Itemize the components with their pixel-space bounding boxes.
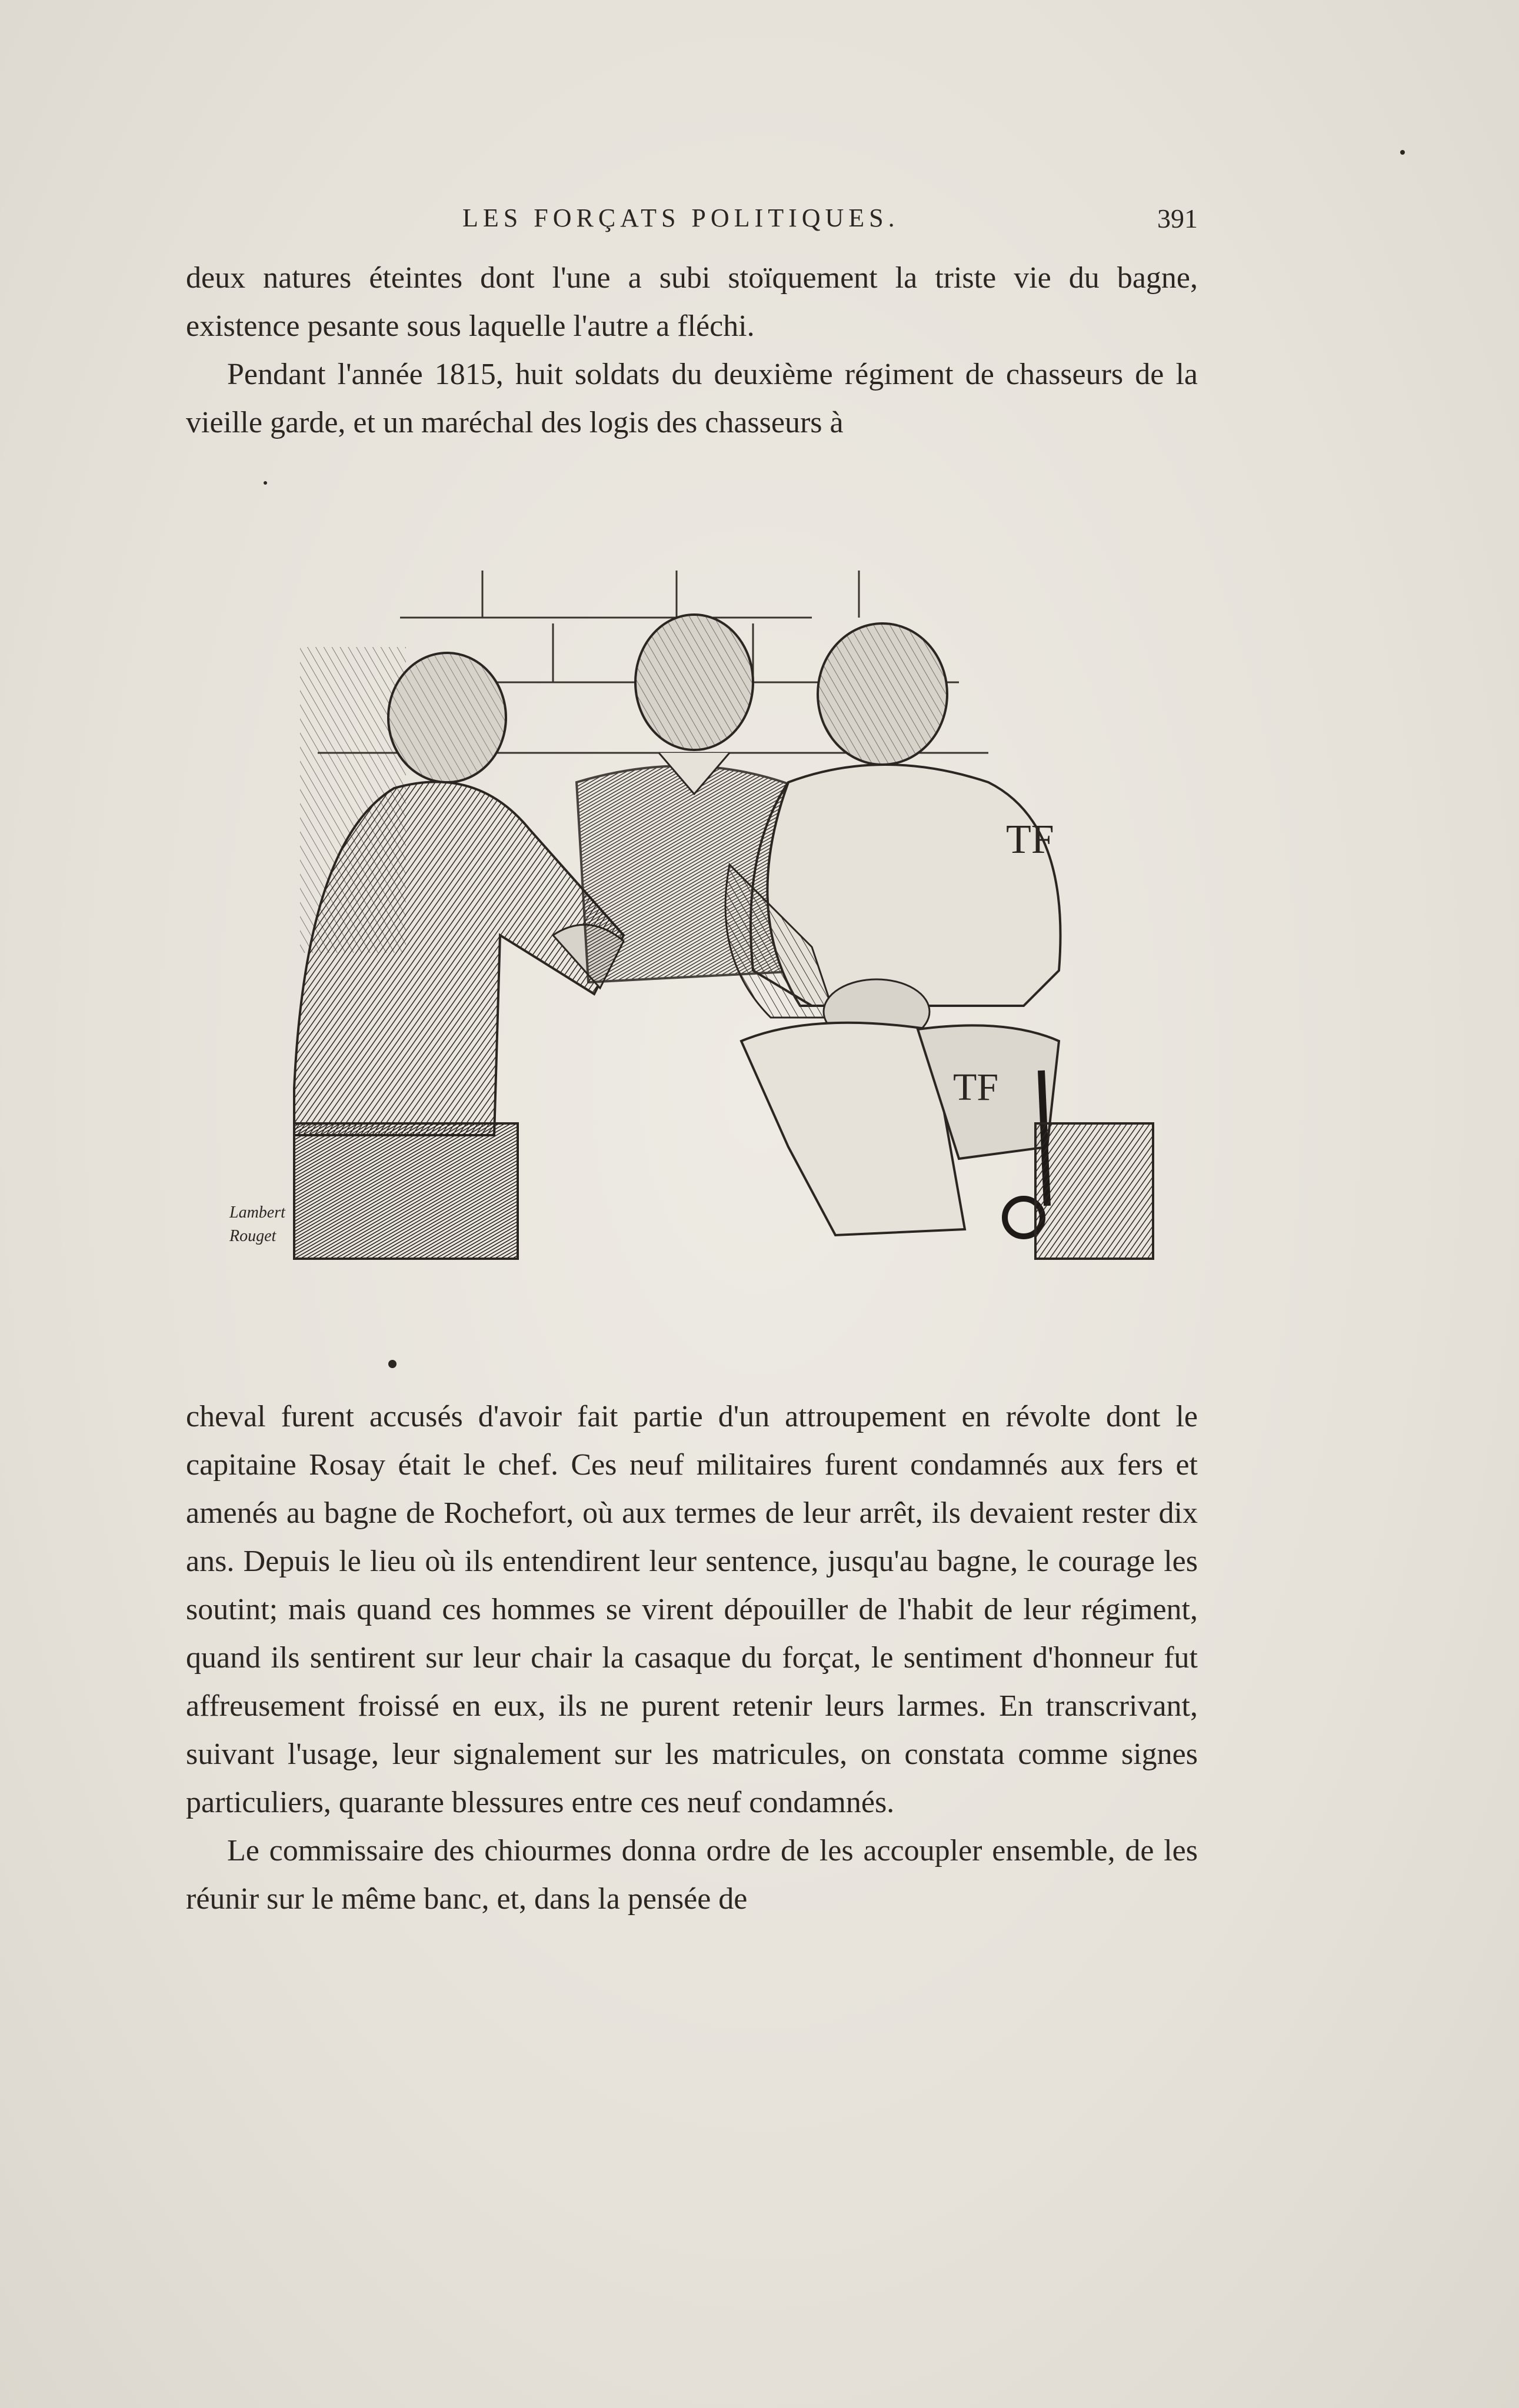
tf-marking-shoulder: TF [1006,817,1054,862]
engraving-illustration [224,559,1165,1276]
page-header [186,203,1198,244]
paragraph-cheval: cheval furent accusés d'avoir fait partie d'un attroupement en révolte dont le capitaine Rosay était le chef. Ces neuf militaires furent condamnés aux fers et amenés au bagne de Rochefort, où aux termes de leur arrêt, ils devaient rester dix ans. Depuis le lieu où ils entendirent leur sentence, jusqu'au bagne, le courage les soutint; mais quand ces hommes se virent dépouiller de l'habit de leur régiment, quand ils sentirent sur leur chair la casaque du forçat, le sentiment d'honneur fut affreusement froissé en eux, ils ne purent retenir leurs larmes. En transcrivant, suivant l'usage, leur signalement sur les matricules, on constata comme signes particuliers, quarante blessures entre ces neuf condamnés. [186,1400,1198,1819]
paragraph-commissaire: Le commissaire des chiourmes donna ordre de les accoupler ensemble, de les réunir sur le même banc, et, dans la pensée de [186,1834,1198,1916]
paragraph-pendant: Pendant l'année 1815, huit soldats du deuxième régiment de chasseurs de la vieille garde, et un maréchal des logis des chasseurs à [186,358,1198,439]
paragraph-continuation: deux natures éteintes dont l'une a subi stoïquement la triste vie du bagne, existence pesante sous laquelle l'autre a fléchi. [186,261,1198,343]
right-convict [725,623,1060,1236]
bottom-text-block [186,1393,1198,1923]
ink-speck [264,481,267,485]
ink-speck [388,1360,397,1368]
artist-signature-2: Rouget [229,1227,277,1245]
artist-signature-1: Lambert [229,1203,285,1222]
ink-speck [1400,150,1405,155]
page-number: 391 [1157,204,1198,234]
running-title: LES FORÇATS POLITIQUES. [462,204,900,232]
engraving-three-convicts [224,559,1165,1276]
top-text-block [186,254,1198,447]
tf-marking-leg: TF [953,1066,999,1109]
